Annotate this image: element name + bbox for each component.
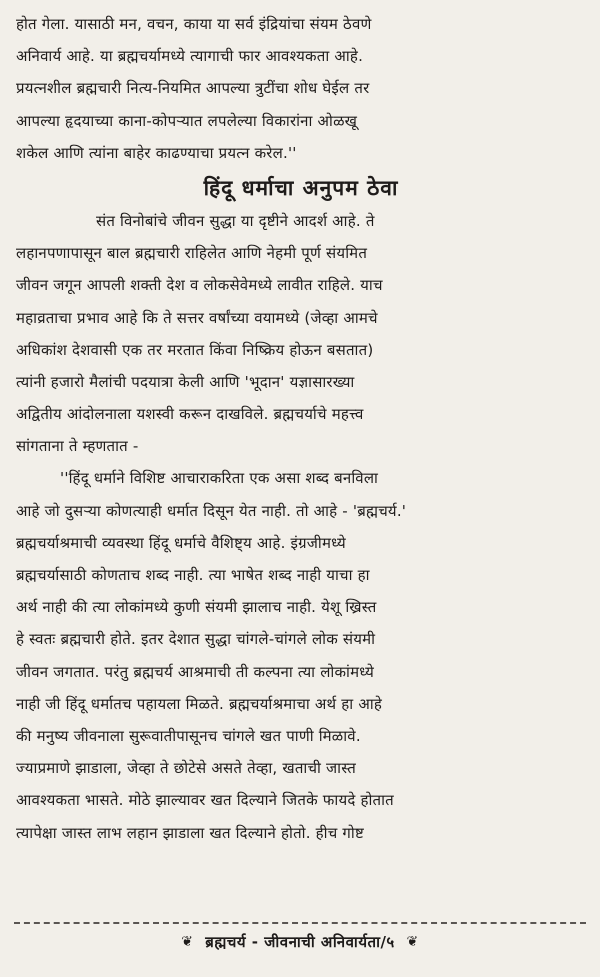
paragraph-continued [16,8,586,169]
text-line: ''हिंदू धर्माने विशिष्ट आचाराकरिता एक असा शब्द बनविला [60,469,379,488]
text-line: महाव्रताचा प्रभाव आहे कि ते सत्तर वर्षांच्या वयामध्ये (जेव्हा आमचे [16,308,378,327]
text-line: अधिकांश देशवासी एक तर मरतात किंवा निष्क्रिय होऊन बसतात) [16,340,374,359]
text-line: त्यांनी हजारो मैलांची पदयात्रा केली आणि 'भूदान' यज्ञासारख्या [16,372,355,391]
text-line: आहे जो दुसऱ्या कोणत्याही धर्मात दिसून येत नाही. तो आहे - 'ब्रह्मचर्य.' [16,501,407,520]
text-line: ज्याप्रमाणे झाडाला, जेव्हा ते छोटेसे असते तेव्हा, खताची जास्त [16,759,357,778]
ornament-icon: ❦ [406,934,419,950]
ornament-icon: ❦ [181,934,194,950]
page-footer [0,932,600,952]
text-line: प्रयत्नशील ब्रह्मचारी नित्य-नियमित आपल्या त्रुटींचा शोध घेईल तर [16,79,370,98]
text-line: हे स्वतः ब्रह्मचारी होते. इतर देशात सुद्धा चांगले-चांगले लोक संयमी [16,630,376,649]
text-line: की मनुष्य जीवनाला सुरूवातीपासूनच चांगले खत पाणी मिळावे. [16,726,361,745]
text-line: ब्रह्मचर्याश्रमाची व्यवस्था हिंदू धर्माचे वैशिष्ट्य आहे. इंग्रजीमध्ये [16,533,346,552]
text-line: नाही जी हिंदू धर्मातच पहायला मिळते. ब्रह्मचर्याश्रमाचा अर्थ हा आहे [16,694,383,713]
paragraph-quote [16,462,586,848]
text-line: होत गेला. यासाठी मन, वचन, काया या सर्व इंद्रियांचा संयम ठेवणे [16,15,372,33]
text-line: जीवन जगून आपली शक्ती देश व लोकसेवेमध्ये लावीत राहिले. याच [16,276,383,295]
text-line: अर्थ नाही की त्या लोकांमध्ये कुणी संयमी झालाच नाही. येशू ख्रिस्त [16,598,377,617]
text-line: आवश्यकता भासते. मोठे झाल्यावर खत दिल्याने जितके फायदे होतात [16,791,394,810]
footer-title: ब्रह्मचर्य - जीवनाची अनिवार्यता/५ [205,933,395,951]
text-line: सांगताना ते म्हणतात - [16,437,139,456]
section-heading: हिंदू धर्माचा अनुपम ठेवा [203,175,399,200]
paragraph-vinoba [16,205,586,463]
text-line: आपल्या हृदयाच्या काना-कोपऱ्यात लपलेल्या विकारांना ओळखू [16,111,358,130]
text-line: लहानपणापासून बाल ब्रह्मचारी राहिलेत आणि नेहमी पूर्ण संयमित [16,244,368,263]
text-line: त्यापेक्षा जास्त लाभ लहान झाडाला खत दिल्याने होतो. हीच गोष्ट [16,823,364,842]
text-line: अनिवार्य आहे. या ब्रह्मचर्यामध्ये त्यागाची फार आवश्यकता आहे. [16,47,364,66]
text-line: ब्रह्मचर्यासाठी कोणताच शब्द नाही. त्या भाषेत शब्द नाही याचा हा [16,566,370,584]
text-line: शकेल आणि त्यांना बाहेर काढण्याचा प्रयत्न करेल.'' [16,143,297,162]
text-line: संत विनोबांचे जीवन सुद्धा या दृष्टीने आदर्श आहे. ते [96,211,375,230]
text-line: जीवन जगतात. परंतु ब्रह्मचर्य आश्रमाची ती कल्पना त्या लोकांमध्ये [16,662,375,681]
footer-divider [14,922,586,924]
text-line: अद्वितीय आंदोलनाला यशस्वी करून दाखविले. ब्रह्मचर्याचे महत्त्व [16,405,364,424]
